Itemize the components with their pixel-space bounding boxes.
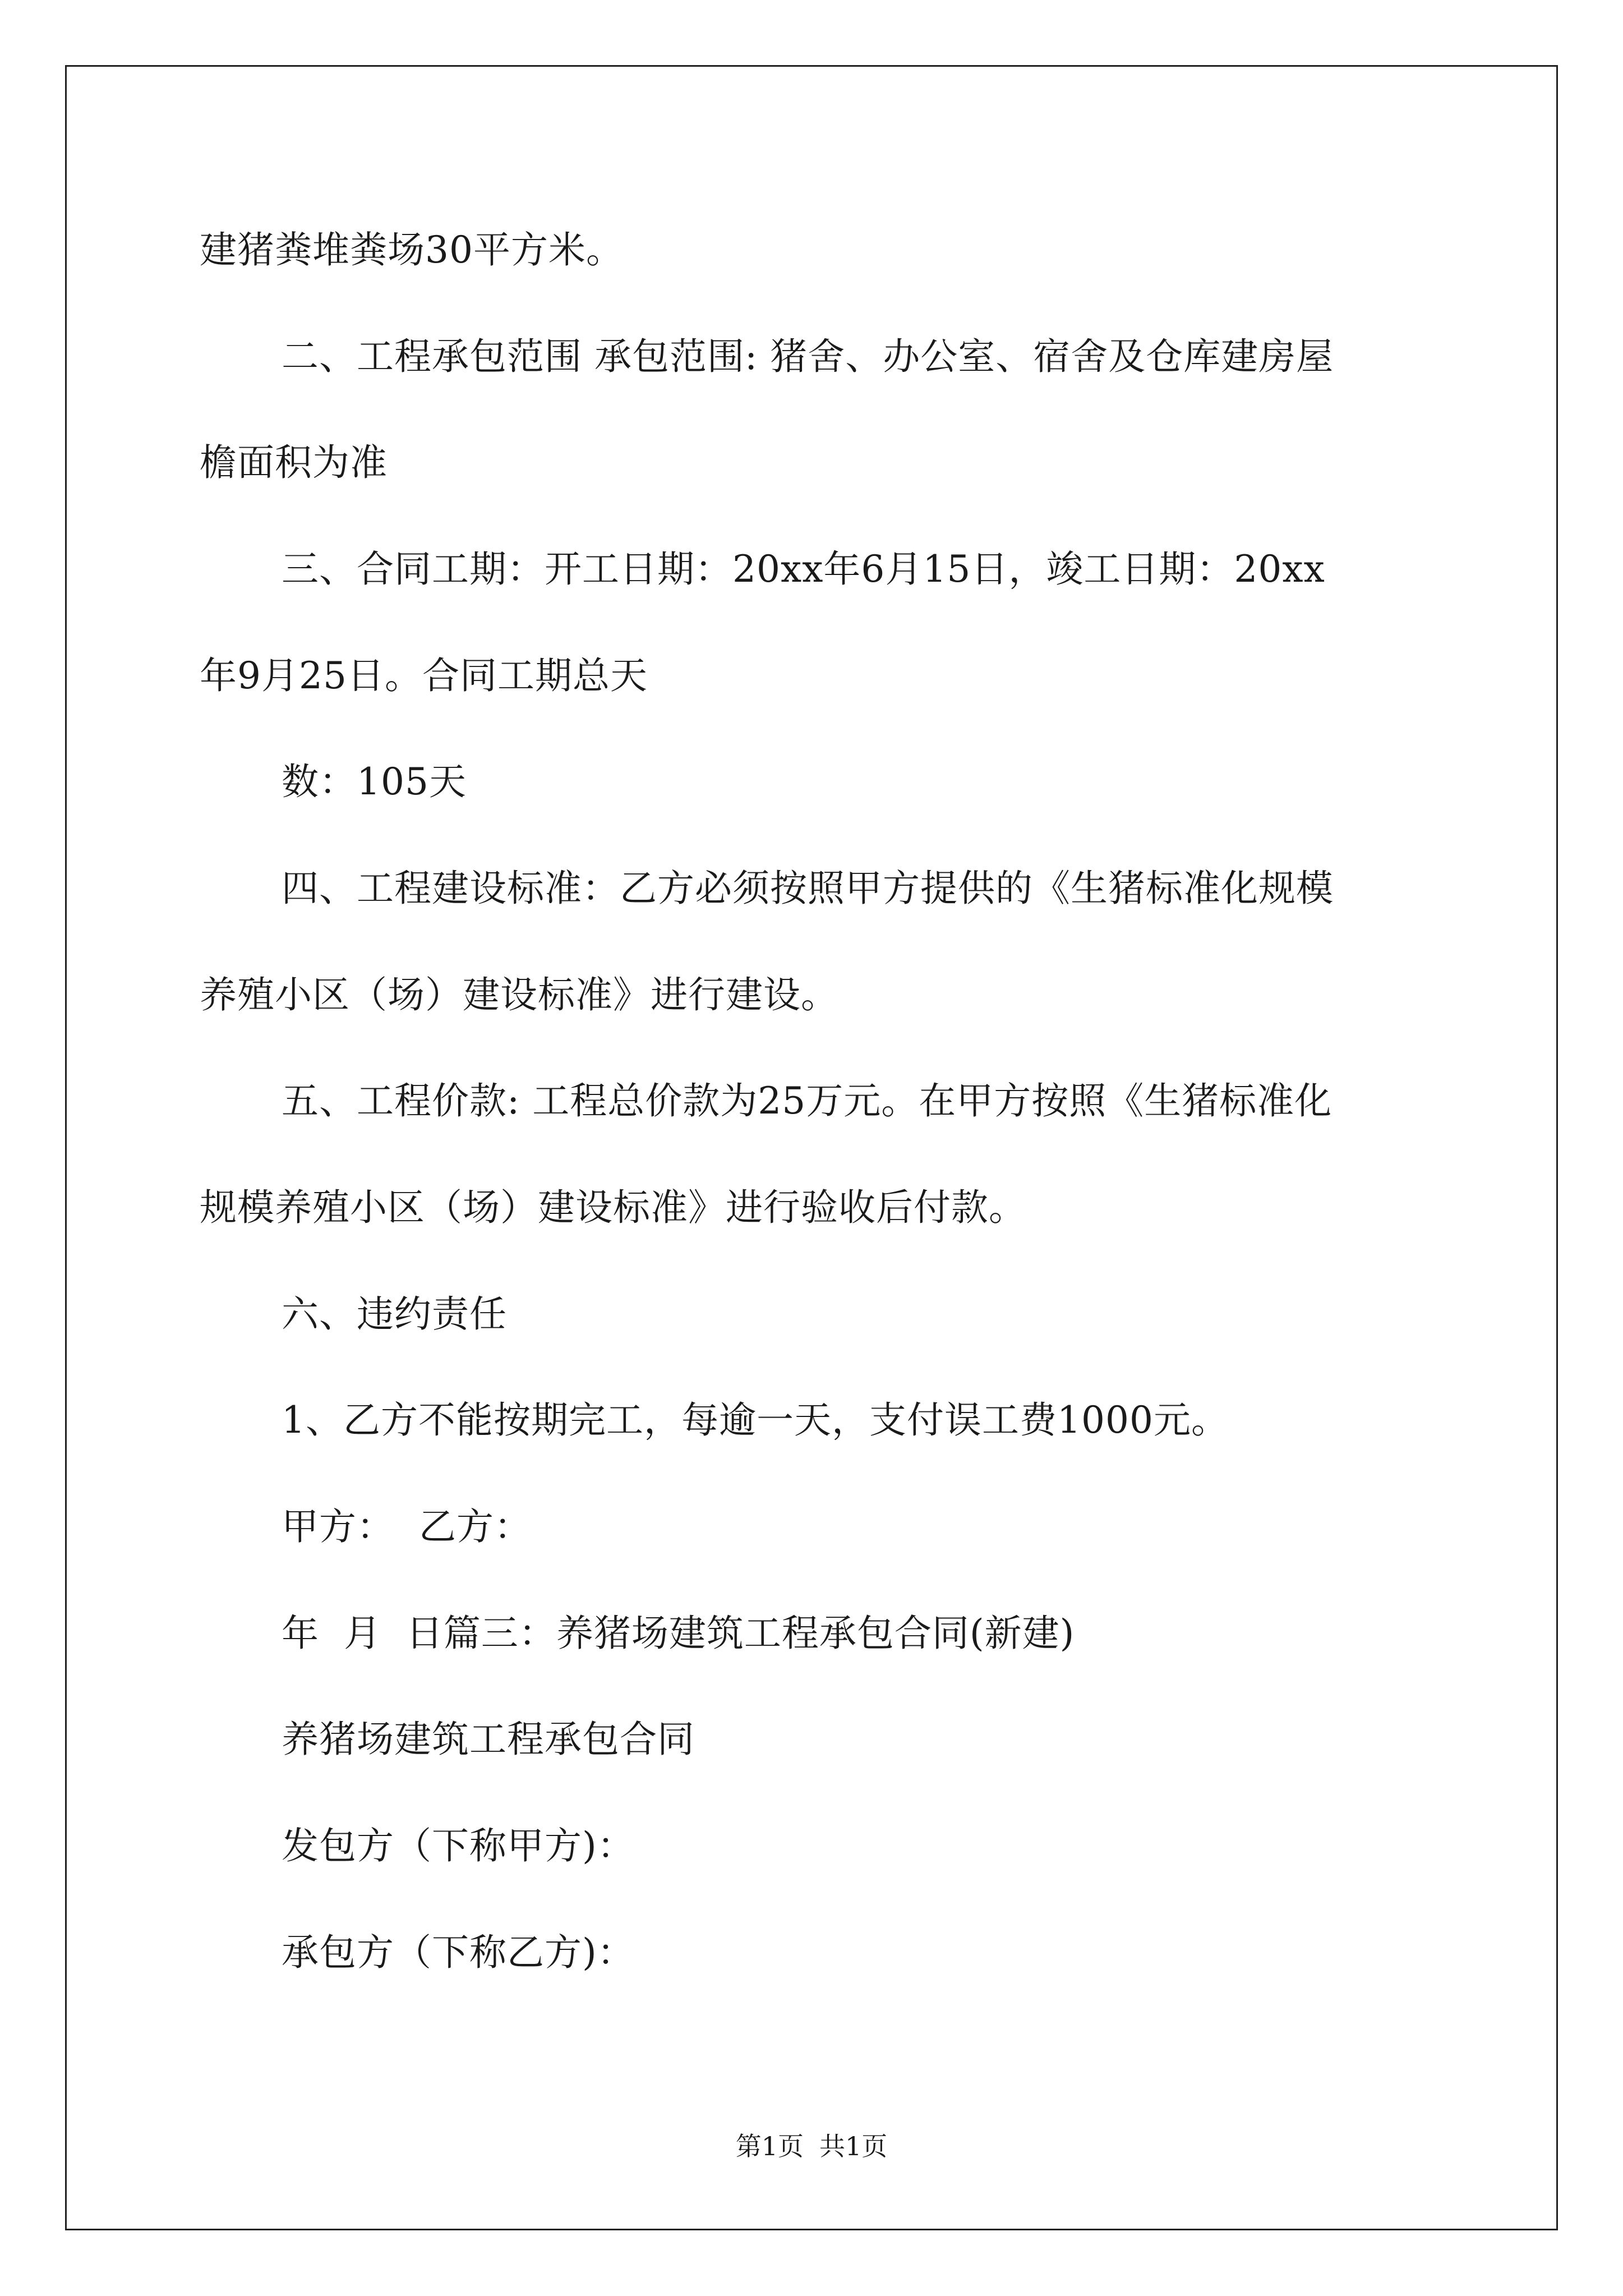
- clause-item: 1、乙方不能按期完工，每逾一天，支付误工费1000元。: [282, 1398, 1229, 1442]
- section-heading: 三、合同工期：开工日期：20xx年6月15日，竣工日期：20xx: [282, 547, 1325, 591]
- text-line: 建猪粪堆粪场30平方米。: [200, 228, 624, 272]
- contract-title: 养猪场建筑工程承包合同: [282, 1718, 695, 1761]
- page-number: 第1页: [735, 2131, 804, 2161]
- signature-line: 甲方： 乙方：: [282, 1505, 532, 1548]
- text-line: 规模养殖小区（场）建设标准》进行验收后付款。: [200, 1186, 1026, 1229]
- text-line: 檐面积为准: [200, 441, 388, 484]
- section-heading: 二、工程承包范围 承包范围: 猪舍、办公室、宿舍及仓库建房屋: [282, 335, 1334, 378]
- date-title-line: 年 月 日篇三：养猪场建筑工程承包合同(新建): [282, 1612, 1075, 1655]
- section-heading: 四、工程建设标准：乙方必须按照甲方提供的《生猪标准化规模: [282, 867, 1334, 910]
- text-line: 数：105天: [282, 760, 467, 803]
- page-border: [65, 65, 1558, 2230]
- section-heading: 五、工程价款: 工程总价款为25万元。在甲方按照《生猪标准化: [282, 1079, 1332, 1122]
- text-line: 年9月25日。合同工期总天: [200, 654, 648, 697]
- page-total: 共1页: [819, 2131, 888, 2161]
- party-a-line: 发包方（下称甲方)：: [282, 1824, 635, 1867]
- party-b-line: 承包方（下称乙方)：: [282, 1931, 635, 1974]
- section-heading: 六、违约责任: [282, 1292, 507, 1336]
- text-line: 养殖小区（场）建设标准》进行建设。: [200, 973, 838, 1016]
- page-footer: [0, 2126, 1623, 2163]
